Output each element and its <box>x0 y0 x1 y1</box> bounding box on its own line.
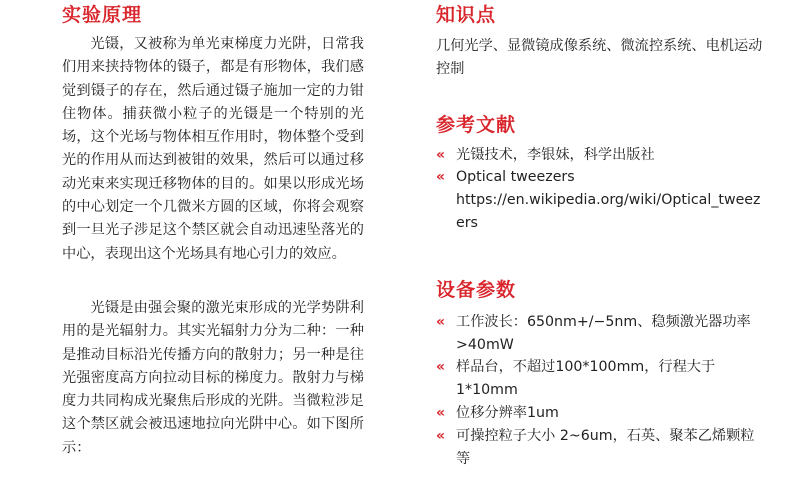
references-section <box>436 112 766 235</box>
double-chevron-left-icon: « <box>436 427 446 444</box>
equipment-item <box>436 425 766 471</box>
references-list <box>436 144 766 235</box>
equipment-text: 样品台，不超过100*100mm，行程大于1*10mm <box>456 359 716 399</box>
equipment-section <box>436 277 766 471</box>
reference-link[interactable]: https://en.wikipedia.org/wiki/Optical_tweezers <box>456 192 761 231</box>
principle-paragraph-2: 光镊是由强会聚的激光束形成的光学势阱利用的是光辐射力。其实光辐射力分为二种：一种是推动目标沿光传播方向的散射力；另一种是往光强密度高方向拉动目标的梯度力。散射力与梯度力共同构成光聚焦后形成的光阱。当微粒涉足这个禁区就会被迅速地拉向光阱中心。如下图所示： <box>62 299 364 456</box>
equipment-text: 位移分辨率1um <box>456 404 559 421</box>
principle-section <box>62 0 364 460</box>
principle-paragraph-1: 光镊，又被称为单光束梯度力光阱，日常我们用来挟持物体的镊子，都是有形物体，我们感觉到镊子的存在，然后通过镊子施加一定的力钳住物体。捕获微小粒子的光镊是一个特别的光场，这个光场与物体相互作用时，物体整个受到光的作用从而达到被钳的效果，然后可以通过移动光束来实现迁移物体的目的。如果以形成光场的中心划定一个几微米方圆的区域，你将会观察到一旦光子涉足这个禁区就会自动迅速坠落光的中心，表现出这个光场具有地心引力的效应。 <box>62 36 364 262</box>
reference-item <box>436 144 766 167</box>
reference-text: Optical tweezers <box>456 169 575 186</box>
equipment-heading: 设备参数 <box>436 278 517 301</box>
reference-item <box>436 166 766 234</box>
double-chevron-left-icon: « <box>436 169 446 186</box>
double-chevron-left-icon: « <box>436 359 446 376</box>
double-chevron-left-icon: « <box>436 404 446 421</box>
knowledge-section <box>436 2 766 82</box>
knowledge-text: 几何光学、显微镜成像系统、微流控系统、电机运动控制 <box>436 38 763 78</box>
equipment-item <box>436 402 766 425</box>
double-chevron-left-icon: « <box>436 146 446 163</box>
equipment-text: 工作波长：650nm+/−5nm、稳频激光器功率>40mW <box>456 313 751 353</box>
principle-heading: 实验原理 <box>62 4 143 26</box>
knowledge-heading: 知识点 <box>436 4 497 26</box>
equipment-text: 可操控粒子大小 2~6um，石英、聚苯乙烯颗粒等 <box>456 427 755 467</box>
double-chevron-left-icon: « <box>436 313 446 330</box>
references-heading: 参考文献 <box>436 113 517 136</box>
reference-text: 光镊技术，李银妹，科学出版社 <box>456 146 655 163</box>
equipment-item <box>436 311 766 357</box>
equipment-list <box>436 311 766 471</box>
info-column <box>436 0 766 470</box>
equipment-item <box>436 356 766 402</box>
